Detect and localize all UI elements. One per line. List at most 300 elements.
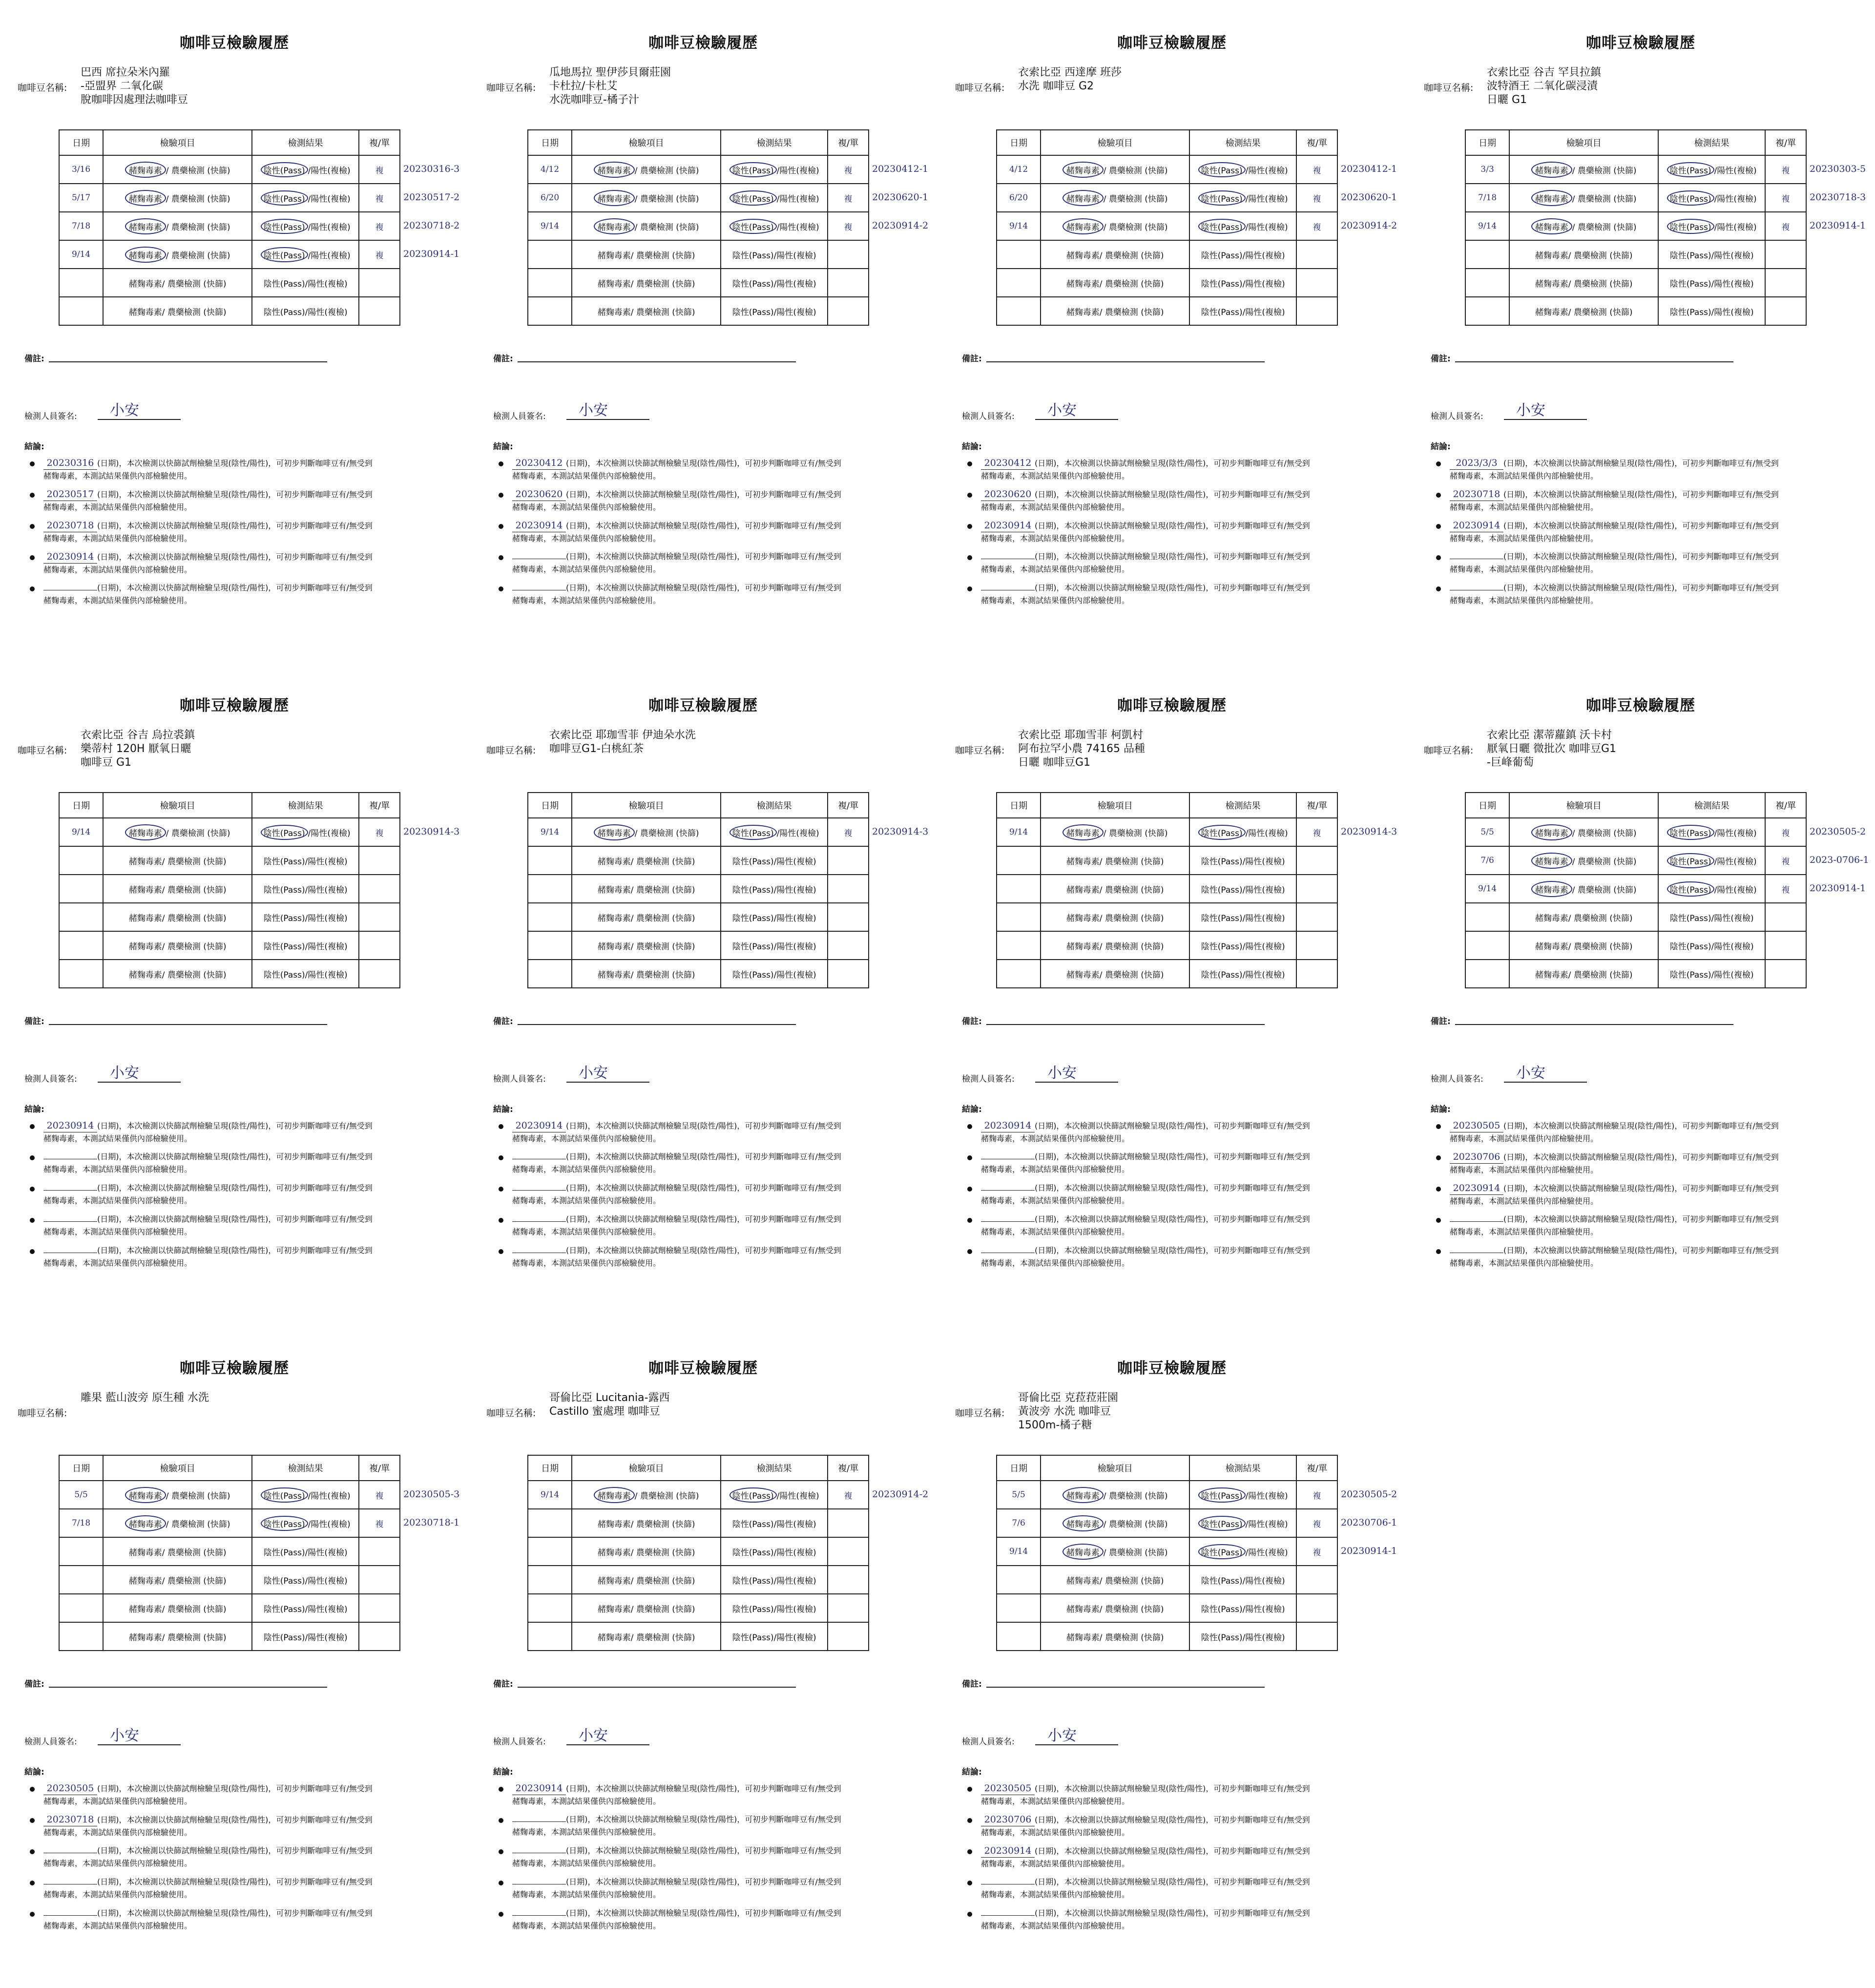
row-result: 陰性(Pass)/陽性(複檢) bbox=[1189, 1594, 1296, 1622]
row-result: 陰性(Pass)/陽性(複檢) bbox=[252, 297, 359, 325]
bullet-icon bbox=[30, 1881, 35, 1885]
table-row bbox=[59, 931, 400, 960]
bullet-icon bbox=[499, 1787, 503, 1792]
inspection-sheet bbox=[938, 0, 1406, 663]
table-row bbox=[59, 818, 400, 846]
row-recheck: 複 bbox=[828, 155, 869, 184]
row-item: 赭麴毒素/ 農藥檢測 (快篩) bbox=[103, 1566, 252, 1594]
row-result: 陰性(Pass) /陽性(複檢) bbox=[252, 818, 359, 846]
conclusion-item: (日期)，本次檢測以快篩試劑檢驗呈現(陰性/陽性)，可初步判斷咖啡豆有/無受到 赭麴毒素，本測試結果僅供內部檢驗使用。 bbox=[496, 1244, 925, 1276]
header-date: 日期 bbox=[1465, 130, 1509, 155]
row-date: 5/5 bbox=[997, 1481, 1041, 1509]
row-date: 9/14 bbox=[1465, 212, 1509, 240]
row-date: 9/14 bbox=[528, 1481, 572, 1509]
circled-pass: 陰性(Pass) bbox=[729, 219, 777, 234]
row-item: 赭麴毒素/ 農藥檢測 (快篩) bbox=[103, 1537, 252, 1566]
row-recheck bbox=[359, 1537, 400, 1566]
circled-pass: 陰性(Pass) bbox=[1667, 881, 1714, 897]
row-date: 6/20 bbox=[528, 184, 572, 212]
conclusion-date: 20230505 bbox=[981, 1782, 1035, 1795]
conclusion-date: 20230706 bbox=[981, 1813, 1035, 1826]
row-recheck bbox=[828, 1594, 869, 1622]
signer-label: 檢測人員簽名: bbox=[962, 1074, 1015, 1084]
conclusion-list bbox=[964, 1782, 1394, 1938]
circled-ochratoxin: 赭麴毒素 bbox=[1531, 218, 1572, 234]
row-date bbox=[997, 297, 1041, 325]
conclusion-label: 結論: bbox=[962, 1105, 982, 1114]
signer-label: 檢測人員簽名: bbox=[493, 412, 546, 421]
row-date bbox=[1465, 931, 1509, 960]
header-item: 檢驗項目 bbox=[572, 130, 721, 155]
conclusion-date bbox=[43, 1221, 97, 1222]
row-result: 陰性(Pass) /陽性(複檢) bbox=[252, 1481, 359, 1509]
row-item: 赭麴毒素/ 農藥檢測 (快篩) bbox=[572, 875, 721, 903]
header-item: 檢驗項目 bbox=[1041, 1455, 1189, 1481]
bean-name-label: 咖啡豆名稱: bbox=[1424, 745, 1474, 756]
record-table bbox=[527, 1455, 869, 1651]
row-date: 9/14 bbox=[997, 818, 1041, 846]
conclusion-date bbox=[512, 1821, 566, 1822]
conclusion-label: 結論: bbox=[493, 1105, 513, 1114]
row-item: 赭麴毒素/ 農藥檢測 (快篩) bbox=[1509, 960, 1658, 988]
bean-name: 衣索比亞 西達摩 班莎 水洗 咖啡豆 G2 bbox=[1018, 66, 1122, 92]
conclusion-date: 20230914 bbox=[981, 519, 1035, 532]
header-result: 檢測結果 bbox=[1189, 793, 1296, 818]
row-result: 陰性(Pass)/陽性(複檢) bbox=[1189, 875, 1296, 903]
row-date: 3/16 bbox=[59, 155, 103, 184]
row-date: 5/5 bbox=[59, 1481, 103, 1509]
conclusion-list bbox=[964, 457, 1394, 613]
circled-pass: 陰性(Pass) bbox=[729, 162, 777, 177]
conclusion-item: 20230620 (日期)，本次檢測以快篩試劑檢驗呈現(陰性/陽性)，可初步判斷咖啡豆有/無受到 赭麴毒素，本測試結果僅供內部檢驗使用。 bbox=[964, 488, 1394, 519]
batch-code: 20230914-3 bbox=[1341, 826, 1397, 837]
sheet-title: 咖啡豆檢驗履歷 bbox=[1117, 1360, 1227, 1377]
circled-pass: 陰性(Pass) bbox=[1667, 219, 1714, 234]
table-row bbox=[997, 1509, 1337, 1537]
row-recheck: 複 bbox=[359, 184, 400, 212]
remark-line bbox=[518, 1024, 796, 1025]
conclusion-item: 20230412 (日期)，本次檢測以快篩試劑檢驗呈現(陰性/陽性)，可初步判斷咖啡豆有/無受到 赭麴毒素，本測試結果僅供內部檢驗使用。 bbox=[964, 457, 1394, 488]
row-result: 陰性(Pass)/陽性(複檢) bbox=[252, 875, 359, 903]
conclusion-item: (日期)，本次檢測以快篩試劑檢驗呈現(陰性/陽性)，可初步判斷咖啡豆有/無受到 赭麴毒素，本測試結果僅供內部檢驗使用。 bbox=[27, 1151, 457, 1182]
row-date: 4/12 bbox=[528, 155, 572, 184]
row-result: 陰性(Pass)/陽性(複檢) bbox=[1189, 240, 1296, 269]
row-result: 陰性(Pass) /陽性(複檢) bbox=[1189, 1481, 1296, 1509]
conclusion-item: 20230914 (日期)，本次檢測以快篩試劑檢驗呈現(陰性/陽性)，可初步判斷咖啡豆有/無受到 赭麴毒素，本測試結果僅供內部檢驗使用。 bbox=[964, 519, 1394, 550]
conclusion-item: 20230316 (日期)，本次檢測以快篩試劑檢驗呈現(陰性/陽性)，可初步判斷咖啡豆有/無受到 赭麴毒素，本測試結果僅供內部檢驗使用。 bbox=[27, 457, 457, 488]
bean-name-label: 咖啡豆名稱: bbox=[486, 83, 536, 93]
record-table bbox=[996, 792, 1338, 988]
row-date: 9/14 bbox=[59, 240, 103, 269]
row-result: 陰性(Pass) /陽性(複檢) bbox=[1189, 184, 1296, 212]
signer-signature: 小安 bbox=[1516, 402, 1545, 419]
inspection-sheet bbox=[469, 663, 938, 1325]
conclusion-item: (日期)，本次檢測以快篩試劑檢驗呈現(陰性/陽性)，可初步判斷咖啡豆有/無受到 赭麴毒素，本測試結果僅供內部檢驗使用。 bbox=[1433, 582, 1863, 613]
batch-code: 20230914-3 bbox=[872, 826, 929, 837]
row-recheck: 複 bbox=[1296, 184, 1337, 212]
row-result: 陰性(Pass)/陽性(複檢) bbox=[1189, 1566, 1296, 1594]
bullet-icon bbox=[967, 1787, 972, 1792]
row-result: 陰性(Pass) /陽性(複檢) bbox=[1189, 155, 1296, 184]
bullet-icon bbox=[1436, 1218, 1441, 1223]
bullet-icon bbox=[967, 555, 972, 560]
header-date: 日期 bbox=[59, 1455, 103, 1481]
inspection-sheet bbox=[938, 663, 1406, 1325]
remark-line bbox=[49, 361, 327, 362]
row-result: 陰性(Pass) /陽性(複檢) bbox=[252, 1509, 359, 1537]
sheet-title: 咖啡豆檢驗履歷 bbox=[1586, 34, 1695, 52]
bean-name-label: 咖啡豆名稱: bbox=[1424, 83, 1474, 93]
row-item: 赭麴毒素 / 農藥檢測 (快篩) bbox=[1509, 155, 1658, 184]
row-item: 赭麴毒素/ 農藥檢測 (快篩) bbox=[1041, 846, 1189, 875]
conclusion-date: 20230914 bbox=[981, 1844, 1035, 1858]
row-date bbox=[1465, 903, 1509, 931]
batch-code: 20230620-1 bbox=[872, 192, 929, 203]
signer-label: 檢測人員簽名: bbox=[493, 1737, 546, 1747]
sheet-title: 咖啡豆檢驗履歷 bbox=[1586, 697, 1695, 714]
table-row bbox=[528, 240, 869, 269]
sheet-title: 咖啡豆檢驗履歷 bbox=[1117, 697, 1227, 714]
table-row bbox=[59, 1622, 400, 1651]
batch-code: 20230505-3 bbox=[403, 1489, 460, 1500]
conclusion-date: 20230914 bbox=[512, 1119, 566, 1132]
row-date bbox=[997, 240, 1041, 269]
bullet-icon bbox=[30, 555, 35, 560]
inspection-sheet bbox=[0, 1325, 469, 1988]
row-item: 赭麴毒素/ 農藥檢測 (快篩) bbox=[1509, 297, 1658, 325]
row-date bbox=[59, 875, 103, 903]
row-result: 陰性(Pass) /陽性(複檢) bbox=[721, 184, 828, 212]
remark-line bbox=[49, 1687, 327, 1688]
bullet-icon bbox=[967, 1187, 972, 1192]
row-date bbox=[997, 931, 1041, 960]
bullet-icon bbox=[967, 1881, 972, 1885]
table-row bbox=[59, 1566, 400, 1594]
bullet-icon bbox=[967, 1218, 972, 1223]
circled-ochratoxin: 赭麴毒素 bbox=[1062, 1487, 1104, 1503]
row-date bbox=[59, 846, 103, 875]
row-recheck: 複 bbox=[359, 818, 400, 846]
row-recheck bbox=[1765, 903, 1806, 931]
bullet-icon bbox=[967, 1124, 972, 1129]
row-recheck bbox=[1296, 297, 1337, 325]
circled-ochratoxin: 赭麴毒素 bbox=[1062, 1544, 1104, 1560]
bean-name: 衣索比亞 潔蒂蘿鎮 沃卡村 厭氧日曬 微批次 咖啡豆G1 -巨峰葡萄 bbox=[1487, 729, 1617, 769]
row-result: 陰性(Pass) /陽性(複檢) bbox=[252, 212, 359, 240]
sheet-title: 咖啡豆檢驗履歷 bbox=[648, 1360, 758, 1377]
table-row bbox=[59, 846, 400, 875]
bean-name: 瓜地馬拉 聖伊莎貝爾莊園 卡杜拉/卡杜艾 水洗咖啡豆-橘子汁 bbox=[549, 66, 671, 106]
table-row bbox=[528, 1622, 869, 1651]
header-date: 日期 bbox=[59, 130, 103, 155]
row-item: 赭麴毒素/ 農藥檢測 (快篩) bbox=[572, 269, 721, 297]
row-recheck bbox=[359, 1622, 400, 1651]
table-row bbox=[997, 875, 1337, 903]
header-recheck: 複/單 bbox=[1296, 793, 1337, 818]
row-result: 陰性(Pass)/陽性(複檢) bbox=[721, 960, 828, 988]
header-date: 日期 bbox=[528, 793, 572, 818]
row-result: 陰性(Pass)/陽性(複檢) bbox=[1658, 269, 1765, 297]
row-item: 赭麴毒素/ 農藥檢測 (快篩) bbox=[572, 240, 721, 269]
table-row bbox=[528, 155, 869, 184]
sheet-title: 咖啡豆檢驗履歷 bbox=[648, 697, 758, 714]
conclusion-item: 20230914 (日期)，本次檢測以快篩試劑檢驗呈現(陰性/陽性)，可初步判斷咖啡豆有/無受到 赭麴毒素，本測試結果僅供內部檢驗使用。 bbox=[496, 519, 925, 550]
row-date bbox=[997, 903, 1041, 931]
row-date bbox=[1465, 240, 1509, 269]
remark-label: 備註: bbox=[493, 354, 513, 364]
table-row bbox=[528, 818, 869, 846]
bullet-icon bbox=[499, 586, 503, 591]
bullet-icon bbox=[967, 586, 972, 591]
row-recheck bbox=[828, 269, 869, 297]
bullet-icon bbox=[967, 1818, 972, 1823]
row-item: 赭麴毒素/ 農藥檢測 (快篩) bbox=[1041, 875, 1189, 903]
row-recheck bbox=[828, 1622, 869, 1651]
conclusion-date bbox=[1450, 1221, 1503, 1222]
header-result: 檢測結果 bbox=[721, 1455, 828, 1481]
circled-ochratoxin: 赭麴毒素 bbox=[1062, 1515, 1104, 1531]
row-recheck bbox=[1296, 1594, 1337, 1622]
header-date: 日期 bbox=[528, 1455, 572, 1481]
row-date bbox=[528, 846, 572, 875]
row-result: 陰性(Pass)/陽性(複檢) bbox=[252, 269, 359, 297]
bullet-icon bbox=[967, 493, 972, 498]
table-row bbox=[997, 846, 1337, 875]
row-result: 陰性(Pass)/陽性(複檢) bbox=[721, 846, 828, 875]
conclusion-item: (日期)，本次檢測以快篩試劑檢驗呈現(陰性/陽性)，可初步判斷咖啡豆有/無受到 赭麴毒素，本測試結果僅供內部檢驗使用。 bbox=[964, 1213, 1394, 1244]
row-result: 陰性(Pass) /陽性(複檢) bbox=[1658, 184, 1765, 212]
row-result: 陰性(Pass)/陽性(複檢) bbox=[1189, 960, 1296, 988]
row-date: 9/14 bbox=[997, 1537, 1041, 1566]
row-recheck: 複 bbox=[1765, 846, 1806, 875]
circled-ochratoxin: 赭麴毒素 bbox=[125, 824, 166, 840]
row-date bbox=[997, 1622, 1041, 1651]
table-row bbox=[997, 1622, 1337, 1651]
circled-pass: 陰性(Pass) bbox=[1198, 825, 1246, 840]
circled-ochratoxin: 赭麴毒素 bbox=[594, 190, 635, 206]
table-row bbox=[1465, 155, 1806, 184]
table-row bbox=[1465, 875, 1806, 903]
record-table bbox=[996, 1455, 1338, 1651]
bean-name-label: 咖啡豆名稱: bbox=[955, 1408, 1005, 1419]
row-result: 陰性(Pass)/陽性(複檢) bbox=[252, 846, 359, 875]
batch-code: 20230316-3 bbox=[403, 164, 460, 174]
table-row bbox=[528, 1537, 869, 1566]
conclusion-item: (日期)，本次檢測以快篩試劑檢驗呈現(陰性/陽性)，可初步判斷咖啡豆有/無受到 赭麴毒素，本測試結果僅供內部檢驗使用。 bbox=[964, 1182, 1394, 1213]
row-date bbox=[997, 1594, 1041, 1622]
bullet-icon bbox=[499, 1881, 503, 1885]
conclusion-item: 20230914 (日期)，本次檢測以快篩試劑檢驗呈現(陰性/陽性)，可初步判斷咖啡豆有/無受到 赭麴毒素，本測試結果僅供內部檢驗使用。 bbox=[964, 1844, 1394, 1876]
table-row bbox=[997, 903, 1337, 931]
row-item: 赭麴毒素 / 農藥檢測 (快篩) bbox=[1041, 1537, 1189, 1566]
row-item: 赭麴毒素 / 農藥檢測 (快篩) bbox=[1509, 818, 1658, 846]
table-row bbox=[528, 1594, 869, 1622]
sheet-title: 咖啡豆檢驗履歷 bbox=[1117, 34, 1227, 52]
bullet-icon bbox=[30, 1818, 35, 1823]
conclusion-item: (日期)，本次檢測以快篩試劑檢驗呈現(陰性/陽性)，可初步判斷咖啡豆有/無受到 赭麴毒素，本測試結果僅供內部檢驗使用。 bbox=[964, 550, 1394, 582]
conclusion-item: 20230718 (日期)，本次檢測以快篩試劑檢驗呈現(陰性/陽性)，可初步判斷咖啡豆有/無受到 赭麴毒素，本測試結果僅供內部檢驗使用。 bbox=[27, 1813, 457, 1844]
row-item: 赭麴毒素 / 農藥檢測 (快篩) bbox=[103, 155, 252, 184]
row-result: 陰性(Pass)/陽性(複檢) bbox=[1658, 931, 1765, 960]
sheet-title: 咖啡豆檢驗履歷 bbox=[180, 1360, 289, 1377]
remark-label: 備註: bbox=[24, 354, 44, 364]
header-recheck: 複/單 bbox=[359, 1455, 400, 1481]
circled-ochratoxin: 赭麴毒素 bbox=[125, 247, 166, 263]
batch-code: 20230718-1 bbox=[403, 1517, 460, 1528]
row-item: 赭麴毒素 / 農藥檢測 (快篩) bbox=[1509, 846, 1658, 875]
conclusion-label: 結論: bbox=[24, 1767, 44, 1777]
bean-name: 巴西 席拉朵米內羅 -亞盟界 二氧化碳 脫咖啡因處理法咖啡豆 bbox=[81, 66, 188, 106]
remark-label: 備註: bbox=[493, 1017, 513, 1026]
conclusion-item: 20230706 (日期)，本次檢測以快篩試劑檢驗呈現(陰性/陽性)，可初步判斷咖啡豆有/無受到 赭麴毒素，本測試結果僅供內部檢驗使用。 bbox=[964, 1813, 1394, 1844]
row-date bbox=[528, 1537, 572, 1566]
row-recheck: 複 bbox=[1296, 818, 1337, 846]
circled-ochratoxin: 赭麴毒素 bbox=[125, 162, 166, 178]
remark-line bbox=[1455, 361, 1733, 362]
bullet-icon bbox=[967, 524, 972, 529]
bullet-icon bbox=[30, 1787, 35, 1792]
circled-ochratoxin: 赭麴毒素 bbox=[1062, 218, 1104, 234]
remark-line bbox=[986, 361, 1265, 362]
header-recheck: 複/單 bbox=[828, 793, 869, 818]
inspection-sheet bbox=[0, 0, 469, 663]
row-item: 赭麴毒素/ 農藥檢測 (快篩) bbox=[1041, 1566, 1189, 1594]
signer-label: 檢測人員簽名: bbox=[962, 412, 1015, 421]
row-recheck bbox=[359, 269, 400, 297]
signer-label: 檢測人員簽名: bbox=[962, 1737, 1015, 1747]
row-recheck: 複 bbox=[1296, 212, 1337, 240]
bullet-icon bbox=[1436, 1249, 1441, 1254]
circled-pass: 陰性(Pass) bbox=[261, 219, 308, 234]
circled-pass: 陰性(Pass) bbox=[1198, 1516, 1246, 1531]
header-result: 檢測結果 bbox=[252, 793, 359, 818]
circled-pass: 陰性(Pass) bbox=[1198, 1487, 1246, 1503]
row-item: 赭麴毒素 / 農藥檢測 (快篩) bbox=[103, 240, 252, 269]
row-result: 陰性(Pass)/陽性(複檢) bbox=[1189, 846, 1296, 875]
header-item: 檢驗項目 bbox=[103, 1455, 252, 1481]
record-table bbox=[1465, 129, 1807, 326]
row-recheck bbox=[1296, 1566, 1337, 1594]
row-date: 9/14 bbox=[528, 212, 572, 240]
conclusion-item: (日期)，本次檢測以快篩試劑檢驗呈現(陰性/陽性)，可初步判斷咖啡豆有/無受到 赭麴毒素，本測試結果僅供內部檢驗使用。 bbox=[964, 1151, 1394, 1182]
row-recheck: 複 bbox=[1296, 1537, 1337, 1566]
conclusion-item: 20230412 (日期)，本次檢測以快篩試劑檢驗呈現(陰性/陽性)，可初步判斷咖啡豆有/無受到 赭麴毒素，本測試結果僅供內部檢驗使用。 bbox=[496, 457, 925, 488]
conclusion-list bbox=[964, 1119, 1394, 1276]
conclusion-date: 20230412 bbox=[512, 457, 566, 470]
row-item: 赭麴毒素/ 農藥檢測 (快篩) bbox=[103, 1594, 252, 1622]
row-date bbox=[528, 1566, 572, 1594]
row-result: 陰性(Pass)/陽性(複檢) bbox=[721, 875, 828, 903]
header-recheck: 複/單 bbox=[359, 793, 400, 818]
bullet-icon bbox=[499, 555, 503, 560]
conclusion-item: (日期)，本次檢測以快篩試劑檢驗呈現(陰性/陽性)，可初步判斷咖啡豆有/無受到 赭麴毒素，本測試結果僅供內部檢驗使用。 bbox=[27, 1844, 457, 1876]
row-item: 赭麴毒素/ 農藥檢測 (快篩) bbox=[103, 903, 252, 931]
bullet-icon bbox=[30, 1124, 35, 1129]
circled-pass: 陰性(Pass) bbox=[261, 825, 308, 840]
row-item: 赭麴毒素 / 農藥檢測 (快篩) bbox=[1041, 818, 1189, 846]
remark-label: 備註: bbox=[1431, 354, 1451, 364]
row-recheck bbox=[359, 903, 400, 931]
row-recheck bbox=[359, 1566, 400, 1594]
inspection-sheet bbox=[0, 663, 469, 1325]
sheet-title: 咖啡豆檢驗履歷 bbox=[180, 34, 289, 52]
row-result: 陰性(Pass)/陽性(複檢) bbox=[1658, 960, 1765, 988]
row-result: 陰性(Pass)/陽性(複檢) bbox=[721, 240, 828, 269]
circled-pass: 陰性(Pass) bbox=[261, 190, 308, 206]
row-recheck bbox=[828, 931, 869, 960]
row-result: 陰性(Pass) /陽性(複檢) bbox=[252, 155, 359, 184]
header-item: 檢驗項目 bbox=[1509, 130, 1658, 155]
row-result: 陰性(Pass)/陽性(複檢) bbox=[721, 1566, 828, 1594]
table-row bbox=[59, 297, 400, 325]
table-row bbox=[1465, 240, 1806, 269]
conclusion-item: 20230517 (日期)，本次檢測以快篩試劑檢驗呈現(陰性/陽性)，可初步判斷咖啡豆有/無受到 赭麴毒素，本測試結果僅供內部檢驗使用。 bbox=[27, 488, 457, 519]
table-row bbox=[528, 269, 869, 297]
row-result: 陰性(Pass) /陽性(複檢) bbox=[252, 240, 359, 269]
row-result: 陰性(Pass) /陽性(複檢) bbox=[1658, 846, 1765, 875]
conclusion-label: 結論: bbox=[1431, 1105, 1451, 1114]
row-recheck bbox=[1296, 1622, 1337, 1651]
row-recheck: 複 bbox=[359, 212, 400, 240]
inspection-sheet bbox=[1406, 663, 1875, 1325]
table-row bbox=[528, 1481, 869, 1509]
signer-signature: 小安 bbox=[579, 1727, 608, 1744]
row-date bbox=[59, 931, 103, 960]
signer-label: 檢測人員簽名: bbox=[1431, 412, 1483, 421]
batch-code: 20230914-2 bbox=[872, 220, 929, 231]
row-result: 陰性(Pass) /陽性(複檢) bbox=[721, 155, 828, 184]
row-result: 陰性(Pass) /陽性(複檢) bbox=[1189, 1509, 1296, 1537]
row-date bbox=[528, 269, 572, 297]
row-recheck bbox=[1765, 297, 1806, 325]
bullet-icon bbox=[30, 524, 35, 529]
table-row bbox=[997, 212, 1337, 240]
row-date bbox=[997, 875, 1041, 903]
bullet-icon bbox=[1436, 524, 1441, 529]
row-item: 赭麴毒素/ 農藥檢測 (快篩) bbox=[103, 269, 252, 297]
row-recheck bbox=[828, 903, 869, 931]
bullet-icon bbox=[30, 586, 35, 591]
batch-code: 20230505-2 bbox=[1341, 1489, 1397, 1500]
row-item: 赭麴毒素/ 農藥檢測 (快篩) bbox=[1041, 269, 1189, 297]
row-result: 陰性(Pass)/陽性(複檢) bbox=[252, 931, 359, 960]
row-result: 陰性(Pass)/陽性(複檢) bbox=[252, 960, 359, 988]
conclusion-item: (日期)，本次檢測以快篩試劑檢驗呈現(陰性/陽性)，可初步判斷咖啡豆有/無受到 赭麴毒素，本測試結果僅供內部檢驗使用。 bbox=[1433, 1213, 1863, 1244]
table-row bbox=[59, 1594, 400, 1622]
row-date bbox=[59, 1594, 103, 1622]
row-recheck: 複 bbox=[1765, 184, 1806, 212]
bullet-icon bbox=[499, 1155, 503, 1160]
circled-pass: 陰性(Pass) bbox=[261, 247, 308, 262]
bean-name-label: 咖啡豆名稱: bbox=[18, 745, 67, 756]
table-row bbox=[528, 960, 869, 988]
bean-name: 哥倫比亞 Lucitania-露西 Castillo 蜜處理 咖啡豆 bbox=[549, 1392, 670, 1418]
row-item: 赭麴毒素/ 農藥檢測 (快篩) bbox=[1509, 240, 1658, 269]
row-item: 赭麴毒素/ 農藥檢測 (快篩) bbox=[572, 1566, 721, 1594]
row-result: 陰性(Pass) /陽性(複檢) bbox=[1189, 212, 1296, 240]
row-recheck bbox=[359, 846, 400, 875]
row-item: 赭麴毒素 / 農藥檢測 (快篩) bbox=[1041, 1481, 1189, 1509]
conclusion-item: 20230914 (日期)，本次檢測以快篩試劑檢驗呈現(陰性/陽性)，可初步判斷咖啡豆有/無受到 赭麴毒素，本測試結果僅供內部檢驗使用。 bbox=[1433, 1182, 1863, 1213]
conclusion-item: (日期)，本次檢測以快篩試劑檢驗呈現(陰性/陽性)，可初步判斷咖啡豆有/無受到 赭麴毒素，本測試結果僅供內部檢驗使用。 bbox=[496, 1844, 925, 1876]
table-row bbox=[1465, 931, 1806, 960]
remark-label: 備註: bbox=[24, 1679, 44, 1689]
table-row bbox=[997, 960, 1337, 988]
conclusion-date: 20230706 bbox=[1450, 1151, 1503, 1164]
row-result: 陰性(Pass)/陽性(複檢) bbox=[721, 269, 828, 297]
row-date bbox=[59, 297, 103, 325]
row-recheck bbox=[1296, 240, 1337, 269]
